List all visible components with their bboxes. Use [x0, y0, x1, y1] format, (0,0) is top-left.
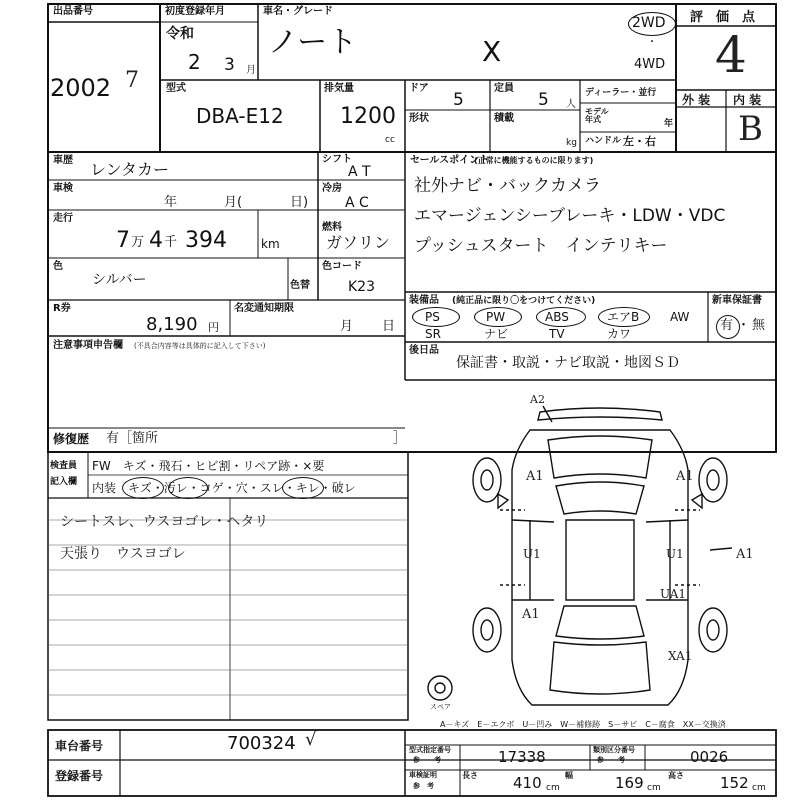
drive-2wd: 2WD — [632, 15, 666, 31]
car-name: ノート — [268, 25, 358, 60]
height-label: 高さ — [668, 771, 684, 780]
ac-label: 冷房 — [322, 183, 342, 194]
drive-4wd: 4WD — [634, 57, 666, 72]
after-value: 保証書・取説・ナビ取説・地図ＳＤ — [456, 355, 680, 371]
displacement-label: 排気量 — [324, 83, 354, 94]
equip-abs: ABS — [545, 310, 569, 324]
selling-sub: (正常に機能するものに限ります) — [474, 156, 594, 165]
doors: 5 — [453, 90, 464, 110]
shaken-month: 月( — [224, 195, 243, 210]
equip-ps: PS — [425, 310, 440, 324]
mileage-sen: 4 — [149, 228, 163, 253]
history: レンタカー — [90, 160, 169, 179]
doors-label: ドア — [409, 83, 429, 94]
exterior-label: 外 装 — [682, 93, 711, 107]
history-label: 車歴 — [53, 155, 73, 166]
class-sub: 参 考 — [597, 756, 625, 764]
car-name-label: 車名・グレード — [263, 6, 333, 17]
equip-sr: SR — [425, 327, 441, 341]
mileage-rest: 394 — [185, 228, 227, 253]
color: シルバー — [92, 272, 147, 288]
width-unit: cm — [647, 783, 661, 793]
man-unit: 万 — [131, 235, 145, 250]
damage-legend: A－キズ E－エクボ U－凹み W－補修跡 S－サビ C－腐食 XX－交換済 — [440, 720, 726, 729]
shaken-label: 車検 — [53, 183, 73, 194]
color-code-label: 色コード — [322, 261, 362, 272]
equipment-label: 装備品 — [409, 295, 439, 306]
reg-month: 3 — [224, 55, 235, 75]
equip-aw: AW — [670, 310, 690, 324]
equip-navi: ナビ — [484, 327, 509, 341]
mark-u1-right: U1 — [666, 547, 684, 561]
height-unit: cm — [752, 783, 766, 793]
lot-mark: 7 — [125, 68, 139, 93]
equipment-sub: (純正品に限り〇をつけてください) — [452, 296, 596, 306]
equip-airbag: エアB — [607, 310, 640, 324]
notes-label: 注意事項申告欄 — [53, 340, 123, 351]
dealer-label: ディーラー・並行 — [585, 88, 657, 98]
fuel: ガソリン — [326, 233, 391, 252]
mileage-man: 7 — [116, 228, 130, 253]
equip-leather: カワ — [607, 327, 632, 341]
month-unit: 月 — [246, 65, 256, 76]
score: 4 — [715, 26, 747, 84]
load-label: 積載 — [494, 113, 514, 124]
mark-xa1-rear: XA1 — [668, 649, 693, 663]
cert-label: 車検証明 — [409, 771, 437, 779]
inspector-note-2: 天張り ウスヨゴレ — [60, 546, 186, 562]
first-reg-label: 初度登録年月 — [165, 6, 225, 17]
inspector-label-1: 検査員 — [50, 461, 78, 471]
shaken-year: 年 — [164, 195, 178, 210]
mark-u1-left: U1 — [523, 547, 541, 561]
shift: A T — [348, 164, 371, 180]
mileage-label: 走行 — [53, 213, 73, 224]
chassis-check: √ — [305, 729, 317, 750]
type-designation-sub: 参 考 — [413, 756, 441, 764]
capacity-unit: 人 — [566, 99, 576, 110]
lot-label: 出品番号 — [53, 6, 93, 17]
mark-ua1-rear: UA1 — [660, 587, 687, 601]
manual-no: 無 — [752, 318, 766, 333]
mark-a1-front-right: A1 — [676, 469, 694, 484]
mark-a1-front-left: A1 — [526, 469, 544, 484]
inspector-row1: FW キズ・飛石・ヒビ割・リペア跡・×要 — [92, 459, 325, 473]
class-number: 0026 — [690, 748, 729, 766]
cert-sub: 参 考 — [413, 782, 434, 790]
mark-a1-side: A1 — [736, 547, 754, 562]
length-unit: cm — [546, 783, 560, 793]
repair-value: 有［箇所 — [106, 431, 159, 446]
equip-pw: PW — [486, 310, 506, 324]
manual-label: 新車保証書 — [712, 295, 762, 306]
shaken-day: 日) — [290, 195, 309, 210]
reg-year: 2 — [188, 50, 201, 74]
ac: A C — [345, 195, 369, 211]
drive-dot: ・ — [647, 37, 657, 48]
interior-label: 内 装 — [733, 93, 762, 107]
reg-number-label: 登録番号 — [55, 769, 104, 783]
manual-yes: 有 — [720, 318, 734, 333]
after-label: 後日品 — [409, 345, 439, 356]
nc-month: 月 — [340, 319, 354, 334]
type-designation: 17338 — [498, 748, 546, 766]
inspector-label-2: 記入欄 — [50, 477, 78, 487]
model-label: 型式 — [166, 83, 186, 94]
sen-unit: 千 — [164, 235, 178, 250]
height: 152 — [720, 774, 749, 792]
kg-unit: kg — [566, 138, 577, 148]
era: 令和 — [166, 26, 194, 42]
shape-label: 形状 — [409, 113, 429, 124]
color-label: 色 — [53, 261, 63, 272]
manual-dot: ・ — [737, 318, 751, 333]
selling-line1: 社外ナビ・バックカメラ — [414, 176, 601, 196]
length: 410 — [513, 774, 542, 792]
length-label: 長さ — [462, 771, 478, 780]
cc-unit: cc — [385, 135, 395, 145]
chassis-label: 車台番号 — [55, 739, 104, 753]
repaint-label: 色替 — [290, 280, 310, 291]
color-code: K23 — [348, 279, 375, 295]
score-label: 評 価 点 — [690, 10, 756, 25]
model-year-label: モデル 年式 — [585, 107, 609, 124]
yen-unit: 円 — [208, 321, 219, 334]
fuel-label: 燃料 — [322, 222, 342, 233]
model: DBA-E12 — [196, 104, 284, 128]
class-label: 類別区分番号 — [593, 746, 635, 754]
width-label: 幅 — [565, 771, 573, 780]
inspector-note-1: シートスレ、ウスヨゴレ・ヘタリ — [60, 514, 269, 530]
recycle: 8,190 — [146, 314, 198, 335]
notes-sub: (不具合内容等は具体的に記入して下さい) — [134, 342, 266, 350]
selling-line3: プッシュスタート インテリキー — [414, 236, 668, 256]
equip-tv: TV — [549, 327, 565, 341]
year-unit: 年 — [664, 119, 674, 129]
spare-label: スペア — [430, 703, 451, 711]
lot-number: 2002 — [50, 74, 112, 102]
selling-line2: エマージェンシーブレーキ・LDW・VDC — [414, 206, 726, 226]
km-unit: km — [261, 237, 280, 251]
handle-value: 左・右 — [623, 135, 656, 148]
capacity: 5 — [538, 90, 549, 110]
capacity-label: 定員 — [494, 83, 514, 94]
displacement: 1200 — [340, 104, 396, 129]
chassis-number: 700324 — [227, 733, 296, 754]
shift-label: シフト — [322, 154, 352, 165]
type-designation-label: 型式指定番号 — [409, 746, 451, 754]
interior-grade: B — [738, 109, 763, 149]
nc-day: 日 — [382, 319, 396, 334]
recycle-label: R券 — [53, 303, 71, 314]
mark-a1-rear-left: A1 — [522, 607, 540, 622]
name-change-label: 名変通知期限 — [234, 303, 294, 314]
grade: X — [482, 35, 502, 68]
inspector-row2: 内装 キズ・汚レ・コゲ・穴・スレ・キレ・破レ — [92, 481, 356, 495]
selling-label: セールスポイント — [410, 155, 490, 166]
handle-label: ハンドル — [585, 136, 622, 146]
mark-a2-front: A2 — [530, 393, 545, 406]
width: 169 — [615, 774, 644, 792]
repair-label: 修復歴 — [53, 432, 90, 446]
repair-close: ］ — [393, 431, 407, 446]
